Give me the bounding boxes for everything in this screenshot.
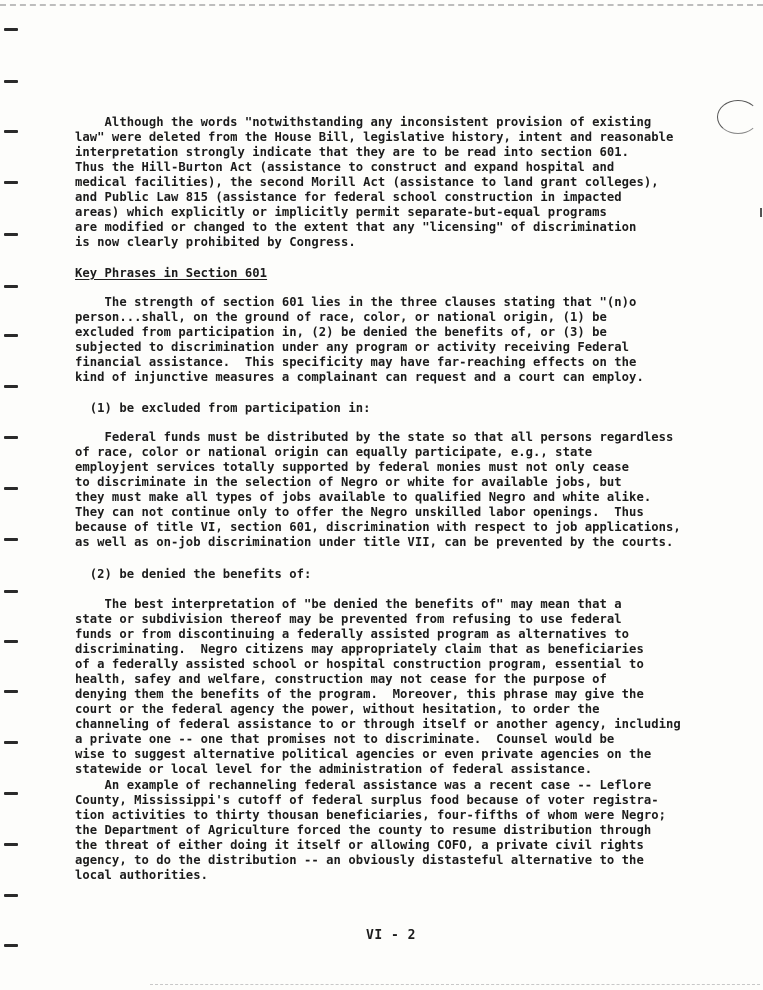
text-line: statewide or local level for the administration of federal assistance. <box>75 762 593 776</box>
margin-mark <box>4 233 18 236</box>
text-line: to discriminate in the selection of Negro or white for available jobs, but <box>75 475 622 489</box>
text-line: is now clearly prohibited by Congress. <box>75 235 356 249</box>
text-line: of a federally assisted school or hospital construction program, essential to <box>75 657 644 671</box>
text-line: a private one -- one that promises not to discriminate. Counsel would be <box>75 732 615 746</box>
bottom-scan-rule <box>150 984 760 985</box>
text-line: Although the words "notwithstanding any inconsistent provision of existing <box>75 115 652 129</box>
text-line: court or the federal agency the power, without hesitation, to order the <box>75 702 600 716</box>
text-line: wise to suggest alternative political agencies or even private agencies on the <box>75 747 652 761</box>
text-line: as well as on-job discrimination under title VII, can be prevented by the courts. <box>75 535 674 549</box>
page-number: VI - 2 <box>366 928 416 943</box>
text-line: tion activities to thirty thousan beneficiaries, four-fifths of whom were Negro; <box>75 808 666 822</box>
text-line: law" were deleted from the House Bill, legislative history, intent and reasonable <box>75 130 674 144</box>
text-line: financial assistance. This specificity may have far-reaching effects on the <box>75 355 637 369</box>
text-line: the threat of either doing it itself or allowing COFO, a private civil rights <box>75 838 644 852</box>
text-line: the Department of Agriculture forced the county to resume distribution through <box>75 823 652 837</box>
text-line: funds or from discontinuing a federally assisted program as alternatives to <box>75 627 630 641</box>
text-line: are modified or changed to the extent that any "licensing" of discrimination <box>75 220 637 234</box>
margin-mark <box>4 130 18 133</box>
text-line: County, Mississippi's cutoff of federal surplus food because of voter registra- <box>75 793 659 807</box>
margin-mark <box>4 894 18 897</box>
text-line: person...shall, on the ground of race, color, or national origin, (1) be <box>75 310 607 324</box>
text-line: An example of rechanneling federal assistance was a recent case -- Leflore <box>75 778 652 792</box>
section-heading: Key Phrases in Section 601 <box>75 266 268 280</box>
text-line: areas) which explicitly or implicitly permit separate-but-equal programs <box>75 205 607 219</box>
text-line: health, safey and welfare, construction may not cease for the purpose of <box>75 672 607 686</box>
subsection-heading: (2) be denied the benefits of: <box>75 567 312 581</box>
text-line: excluded from participation in, (2) be denied the benefits of, or (3) be <box>75 325 607 339</box>
text-line: The strength of section 601 lies in the three clauses stating that "(n)o <box>75 295 637 309</box>
text-line: denying them the benefits of the program. Moreover, this phrase may give the <box>75 687 644 701</box>
text-line: local authorities. <box>75 868 208 882</box>
margin-mark <box>4 690 18 693</box>
text-line: state or subdivision thereof may be prevented from refusing to use federal <box>75 612 622 626</box>
margin-mark <box>4 436 18 439</box>
margin-tick <box>760 208 762 217</box>
margin-mark <box>4 285 18 288</box>
text-line: Federal funds must be distributed by the state so that all persons regardless <box>75 430 674 444</box>
text-line: Thus the Hill-Burton Act (assistance to construct and expand hospital and <box>75 160 615 174</box>
margin-mark <box>4 741 18 744</box>
text-line: They can not continue only to offer the Negro unskilled labor openings. Thus <box>75 505 644 519</box>
text-line: of race, color or national origin can equally participate, e.g., state <box>75 445 593 459</box>
margin-mark <box>4 181 18 184</box>
text-line: discriminating. Negro citizens may appropriately claim that as beneficiaries <box>75 642 644 656</box>
text-line: and Public Law 815 (assistance for federal school construction in impacted <box>75 190 622 204</box>
margin-mark <box>4 944 18 947</box>
top-scan-rule <box>0 4 763 6</box>
margin-mark <box>4 487 18 490</box>
punch-hole <box>717 100 759 134</box>
margin-mark <box>4 538 18 541</box>
text-line: they must make all types of jobs available to qualified Negro and white alike. <box>75 490 652 504</box>
text-line: medical facilities), the second Morill Act (assistance to land grant colleges), <box>75 175 659 189</box>
text-line: channeling of federal assistance to or through itself or another agency, including <box>75 717 681 731</box>
margin-mark <box>4 80 18 83</box>
margin-mark <box>4 334 18 337</box>
text-line: because of title VI, section 601, discrimination with respect to job applications, <box>75 520 681 534</box>
margin-mark <box>4 792 18 795</box>
text-line: interpretation strongly indicate that they are to be read into section 601. <box>75 145 630 159</box>
text-line: employjent services totally supported by federal monies must not only cease <box>75 460 630 474</box>
subsection-heading: (1) be excluded from participation in: <box>75 401 371 415</box>
text-line: kind of injunctive measures a complainant can request and a court can employ. <box>75 370 644 384</box>
text-line: agency, to do the distribution -- an obviously distasteful alternative to the <box>75 853 644 867</box>
margin-mark <box>4 385 18 388</box>
margin-mark <box>4 28 18 31</box>
margin-mark <box>4 590 18 593</box>
text-line: The best interpretation of "be denied the benefits of" may mean that a <box>75 597 622 611</box>
left-margin-marks <box>0 0 20 990</box>
margin-mark <box>4 843 18 846</box>
margin-mark <box>4 640 18 643</box>
text-line: subjected to discrimination under any program or activity receiving Federal <box>75 340 630 354</box>
